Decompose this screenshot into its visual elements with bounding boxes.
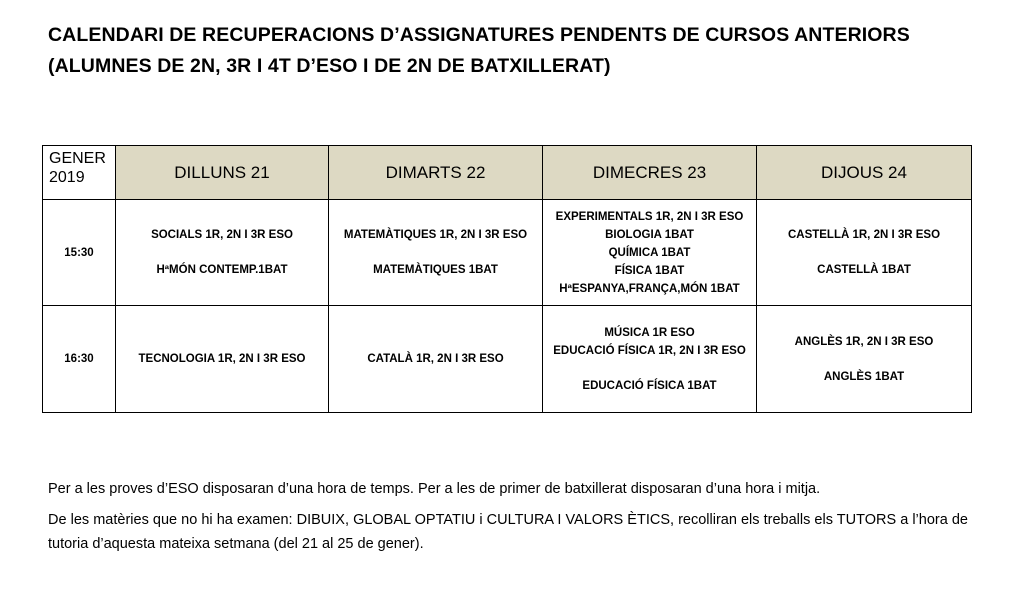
day-header-tuesday: DIMARTS 22	[329, 146, 543, 200]
subject-item: HªESPANYA,FRANÇA,MÓN 1BAT	[559, 282, 740, 295]
subject-item: ANGLÈS 1BAT	[823, 370, 905, 383]
subject-item: EXPERIMENTALS 1R, 2N I 3R ESO	[555, 210, 744, 223]
subject-item: ANGLÈS 1R, 2N I 3R ESO	[794, 335, 934, 348]
schedule-cell	[543, 200, 757, 306]
schedule-cell	[116, 306, 329, 413]
table-row	[43, 200, 972, 306]
month-label: GENER	[49, 150, 106, 167]
subject-item: SOCIALS 1R, 2N I 3R ESO	[151, 229, 293, 241]
subject-item: QUÍMICA 1BAT	[608, 246, 691, 259]
time-cell: 15:30	[43, 200, 116, 306]
year-label: 2019	[49, 169, 85, 186]
subject-item: FÍSICA 1BAT	[614, 264, 685, 277]
day-header-thursday: DIJOUS 24	[757, 146, 972, 200]
subject-item: MATEMÀTIQUES 1BAT	[373, 264, 498, 276]
notes-section	[48, 477, 968, 563]
note-paragraph-2: De les matèries que no hi ha examen: DIBUIX, GLOBAL OPTATIU i CULTURA I VALORS ÈTICS, recolliran els treballs els TUTORS a l’hora de tutoria d’aquesta mateixa setmana (del 21 al 25 de gener).	[48, 512, 968, 552]
schedule-table	[42, 145, 972, 413]
subject-item: HªMÓN CONTEMP.1BAT	[156, 264, 288, 276]
subject-item: EDUCACIÓ FÍSICA 1R, 2N I 3R ESO	[553, 344, 746, 357]
schedule-cell	[329, 200, 543, 306]
subject-item: TECNOLOGIA 1R, 2N I 3R ESO	[138, 353, 306, 365]
header-row	[43, 146, 972, 200]
title-line-2: (ALUMNES DE 2N, 3R I 4T D’ESO I DE 2N DE BATXILLERAT)	[48, 55, 611, 77]
month-year-cell	[43, 146, 116, 200]
day-header-monday: DILLUNS 21	[116, 146, 329, 200]
day-header-wednesday: DIMECRES 23	[543, 146, 757, 200]
title-line-1: CALENDARI DE RECUPERACIONS D’ASSIGNATURES PENDENTS DE CURSOS ANTERIORS	[48, 24, 910, 46]
subject-item: BIOLOGIA 1BAT	[605, 228, 694, 241]
schedule-cell	[329, 306, 543, 413]
document-title	[48, 20, 988, 82]
table-row	[43, 306, 972, 413]
subject-item: MÚSICA 1R ESO	[604, 326, 695, 339]
time-cell: 16:30	[43, 306, 116, 413]
subject-item: CATALÀ 1R, 2N I 3R ESO	[367, 353, 504, 365]
schedule-cell	[757, 306, 972, 413]
subject-item: EDUCACIÓ FÍSICA 1BAT	[582, 379, 717, 392]
note-paragraph-1: Per a les proves d’ESO disposaran d’una hora de temps. Per a les de primer de batxillerat disposaran d’una hora i mitja.	[48, 481, 821, 497]
schedule-cell	[757, 200, 972, 306]
subject-item: MATEMÀTIQUES 1R, 2N I 3R ESO	[343, 229, 528, 241]
subject-item: CASTELLÀ 1BAT	[817, 264, 911, 276]
schedule-cell	[543, 306, 757, 413]
schedule-cell	[116, 200, 329, 306]
subject-item: CASTELLÀ 1R, 2N I 3R ESO	[787, 229, 941, 241]
